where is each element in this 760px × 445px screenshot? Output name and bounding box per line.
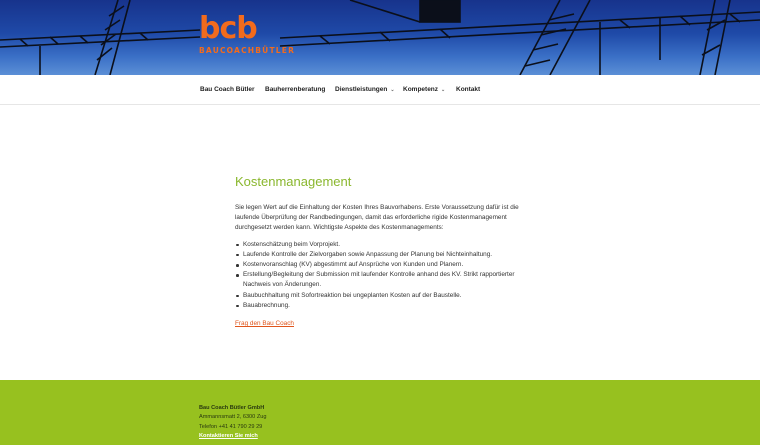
intro-paragraph: Sie legen Wert auf die Einhaltung der Kosten Ihres Bauvorhabens. Erste Voraussetzung dafür ist die laufende Überprüfung der Randbedingungen, damit das erforderliche rigide Kostenmanagement durchgesetzt werden kann. Wichtigste Aspekte des Kostenmanagements: (235, 204, 519, 232)
main-content (235, 174, 535, 330)
list-item: Kostenschätzung beim Vorprojekt. (243, 240, 535, 250)
list-item: Kostenvoranschlag (KV) abgestimmt auf Ansprüche von Kunden und Planern. (243, 260, 535, 270)
list-item: Baubuchhaltung mit Sofortreaktion bei ungeplanten Kosten auf der Baustelle. (243, 291, 535, 301)
list-item: Laufende Kontrolle der Zielvorgaben sowie Anpassung der Planung bei Nichteinhaltung. (243, 250, 535, 260)
chevron-down-icon: ⌄ (441, 87, 446, 93)
footer-phone: Telefon +41 41 790 29 29 (199, 423, 263, 430)
nav-item-kompetenz[interactable] (403, 86, 445, 93)
nav-item-label: Dienstleistungen (335, 86, 388, 93)
nav-item-label: Bauherrenberatung (265, 86, 326, 93)
nav-item-label: Kontakt (456, 86, 481, 93)
crane-illustration (0, 0, 760, 75)
logo-subtitle: BAUCOACHBÜTLER (199, 46, 296, 55)
logo[interactable] (199, 11, 296, 55)
footer-contact-link[interactable]: Kontaktieren Sie mich (199, 432, 258, 439)
nav-item-bau-coach-buetler[interactable] (200, 86, 255, 93)
chevron-down-icon: ⌄ (390, 87, 395, 93)
ask-coach-link[interactable]: Frag den Bau Coach (235, 320, 294, 328)
list-item: Bauabrechnung. (243, 301, 535, 311)
logo-mark: bcb (199, 11, 257, 46)
list-item: Erstellung/Begleitung der Submission mit laufender Kontrolle anhand des KV. Strikt rapportierter Nachweis von Änderungen. (243, 270, 535, 290)
header-banner (0, 0, 760, 75)
footer-address: Ammannsmatt 2, 6300 Zug (199, 414, 267, 421)
footer-address-block (199, 404, 266, 441)
nav-item-dienstleistungen[interactable] (335, 86, 395, 93)
main-navigation (0, 75, 760, 105)
page-title: Kostenmanagement (235, 174, 352, 189)
nav-item-label: Bau Coach Bütler (200, 86, 255, 93)
footer (0, 380, 760, 445)
nav-item-bauherrenberatung[interactable] (265, 86, 325, 93)
nav-item-label: Kompetenz (403, 86, 439, 93)
aspects-list (235, 240, 535, 311)
nav-item-kontakt[interactable] (456, 86, 480, 93)
footer-company-name: Bau Coach Bütler GmbH (199, 405, 265, 411)
